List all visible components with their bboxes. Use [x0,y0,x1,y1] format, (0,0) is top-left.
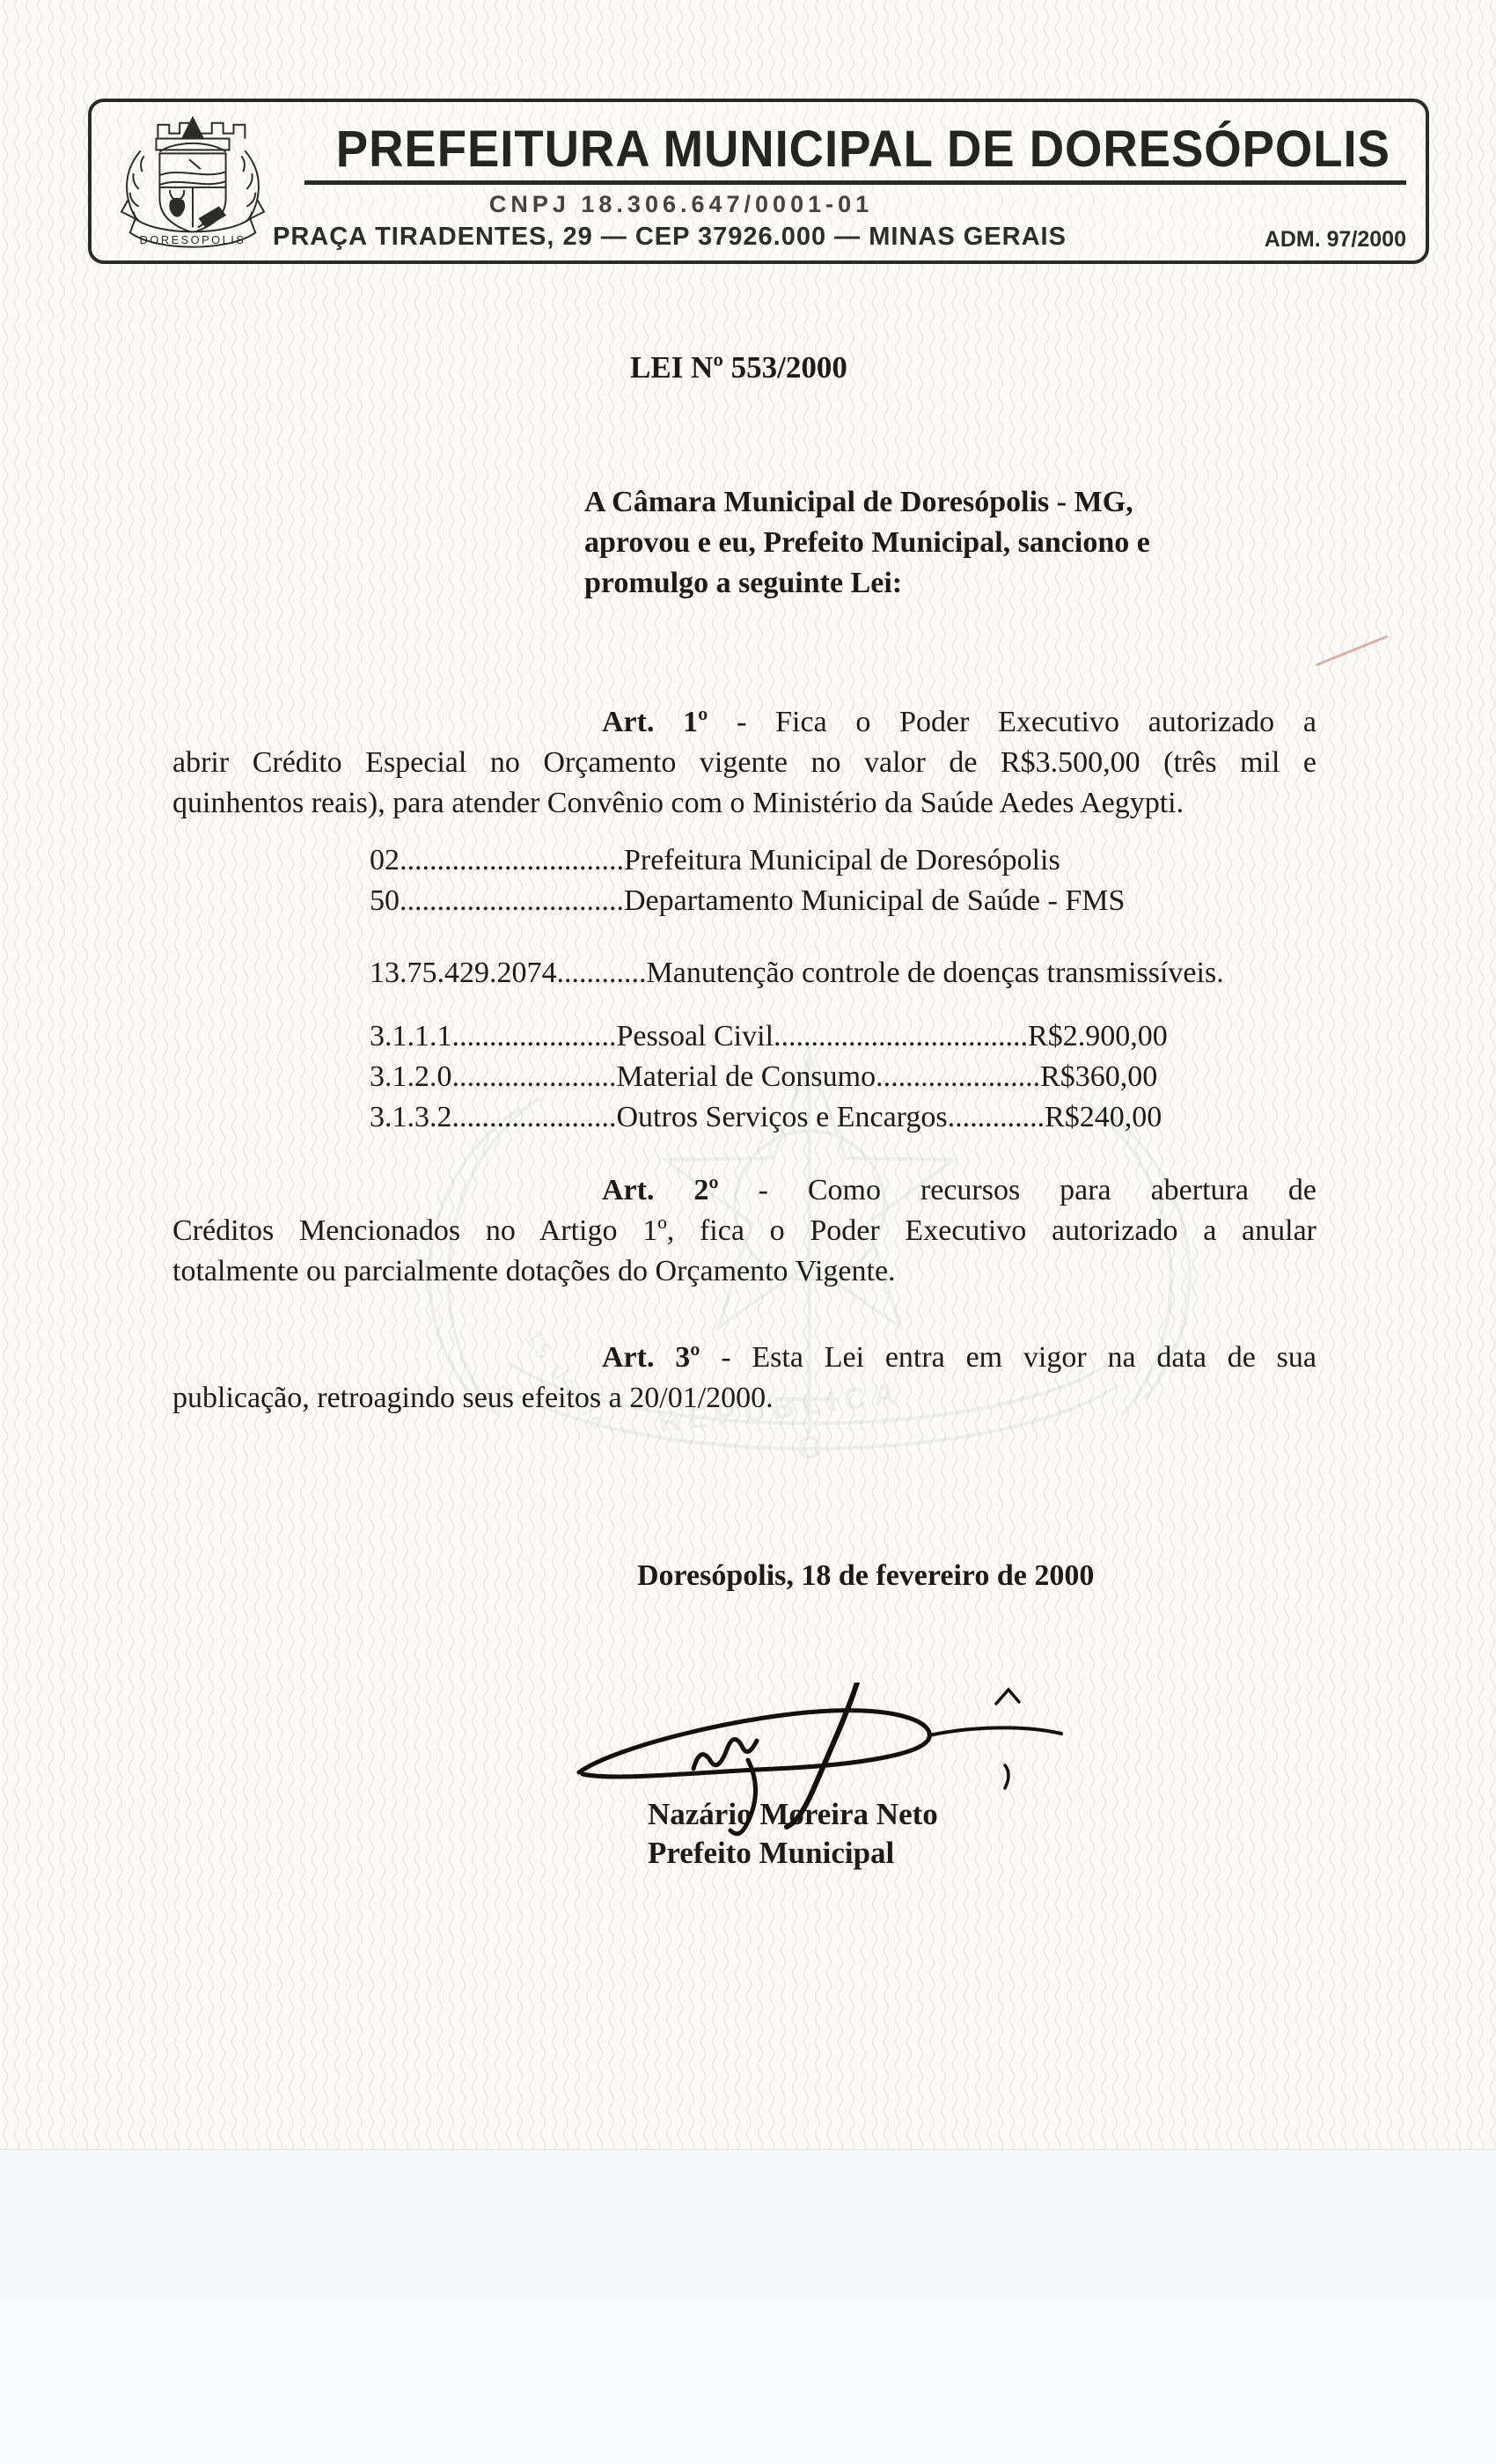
preamble-line: promulgo a seguinte Lei: [584,567,903,599]
article-1-line: quinhentos reais), para atender Convênio com o Ministério da Saúde Aedes Aegypti. [172,787,1184,819]
article-2-line: Créditos Mencionados no Artigo 1º, fica o Poder Executivo autorizado a anular [172,1214,1316,1247]
address-line: PRAÇA TIRADENTES, 29 — CEP 37926.000 — MINAS GERAIS [273,223,1067,251]
handwritten-signature [563,1683,1074,1845]
article-1-text: - Fica o Poder Executivo autorizado a [708,706,1316,738]
preamble-line: aprovou e eu, Prefeito Municipal, sanciono e [584,526,1150,559]
article-2-label: Art. 2º [602,1174,719,1206]
budget-line [370,881,1125,921]
leader-dots: ...................... [451,1020,617,1052]
program-line [370,953,1224,994]
leader-dots: ...................... [451,1060,617,1093]
cnpj-line: CNPJ 18.306.647/0001-01 [488,191,874,217]
leader-dots: .................................. [774,1020,1029,1052]
budget-code: 50 [370,884,400,917]
article-1-label: Art. 1º [602,706,708,738]
preamble-line: A Câmara Municipal de Doresópolis - MG, [584,486,1133,518]
expense-code: 3.1.2.0 [370,1060,452,1093]
article-3-text: - Esta Lei entra em vigor na data de sua [700,1341,1316,1374]
budget-name: Prefeitura Municipal de Doresópolis [624,844,1060,876]
budget-line [370,840,1060,881]
leader-dots: ...................... [876,1060,1041,1093]
law-number: LEI Nº 553/2000 [630,350,847,385]
article-2 [172,1170,1316,1292]
leader-dots: ............ [556,957,647,989]
leader-dots: .............................. [400,844,624,876]
coat-of-arms-icon [104,104,282,259]
scanner-background-light [0,2299,1496,2464]
letterhead-rule [304,180,1406,185]
scan-scratch [1316,635,1389,667]
budget-code: 02 [370,844,400,876]
article-2-line [172,1170,1316,1211]
expense-line [370,1097,1162,1138]
article-1 [172,702,1316,824]
signatory-name: Nazário Moreira Neto [648,1797,938,1831]
expense-name: Outros Serviços e Encargos [616,1101,948,1133]
expense-code: 3.1.3.2 [370,1101,452,1133]
expense-line [370,1016,1168,1057]
article-2-text: - Como recursos para abertura de [718,1174,1316,1206]
article-3-line: publicação, retroagindo seus efeitos a 20/01/2000. [172,1382,774,1414]
expense-code: 3.1.1.1 [370,1020,452,1052]
leader-dots: ............. [947,1101,1045,1133]
signatory-title: Prefeito Municipal [648,1836,895,1870]
leader-dots: ...................... [451,1101,617,1133]
expense-value: R$240,00 [1045,1101,1162,1133]
expense-name: Material de Consumo [616,1060,876,1093]
letterhead-title: PREFEITURA MUNICIPAL DE DORESÓPOLIS [335,121,1390,178]
leader-dots: .............................. [400,884,624,917]
expense-name: Pessoal Civil [616,1020,774,1052]
watermark-ribbon-text: REPUBLICA [656,1376,906,1440]
article-3-line [172,1338,1316,1378]
article-3-label: Art. 3º [602,1341,700,1374]
logo-banner-text: DORESOPOLIS [139,233,246,247]
expense-line [370,1057,1157,1097]
expense-value: R$360,00 [1040,1060,1158,1093]
budget-name: Departamento Municipal de Saúde - FMS [624,884,1126,917]
adm-label: ADM. 97/2000 [1264,227,1406,252]
article-1-line [172,702,1316,743]
program-name: Manutenção controle de doenças transmissíveis. [646,957,1224,989]
article-3 [172,1338,1316,1419]
article-2-line: totalmente ou parcialmente dotações do Orçamento Vigente. [172,1255,896,1287]
scanner-background [0,2149,1496,2464]
article-1-line: abrir Crédito Especial no Orçamento vigente no valor de R$3.500,00 (três mil e [172,746,1316,779]
date-line: Doresópolis, 18 de fevereiro de 2000 [637,1559,1095,1592]
letterhead-box [88,99,1429,264]
preamble [584,482,1236,604]
expense-value: R$2.900,00 [1028,1020,1168,1052]
watermark-diagonal-text: 15 de No [519,1324,613,1438]
program-code: 13.75.429.2074 [370,957,557,989]
